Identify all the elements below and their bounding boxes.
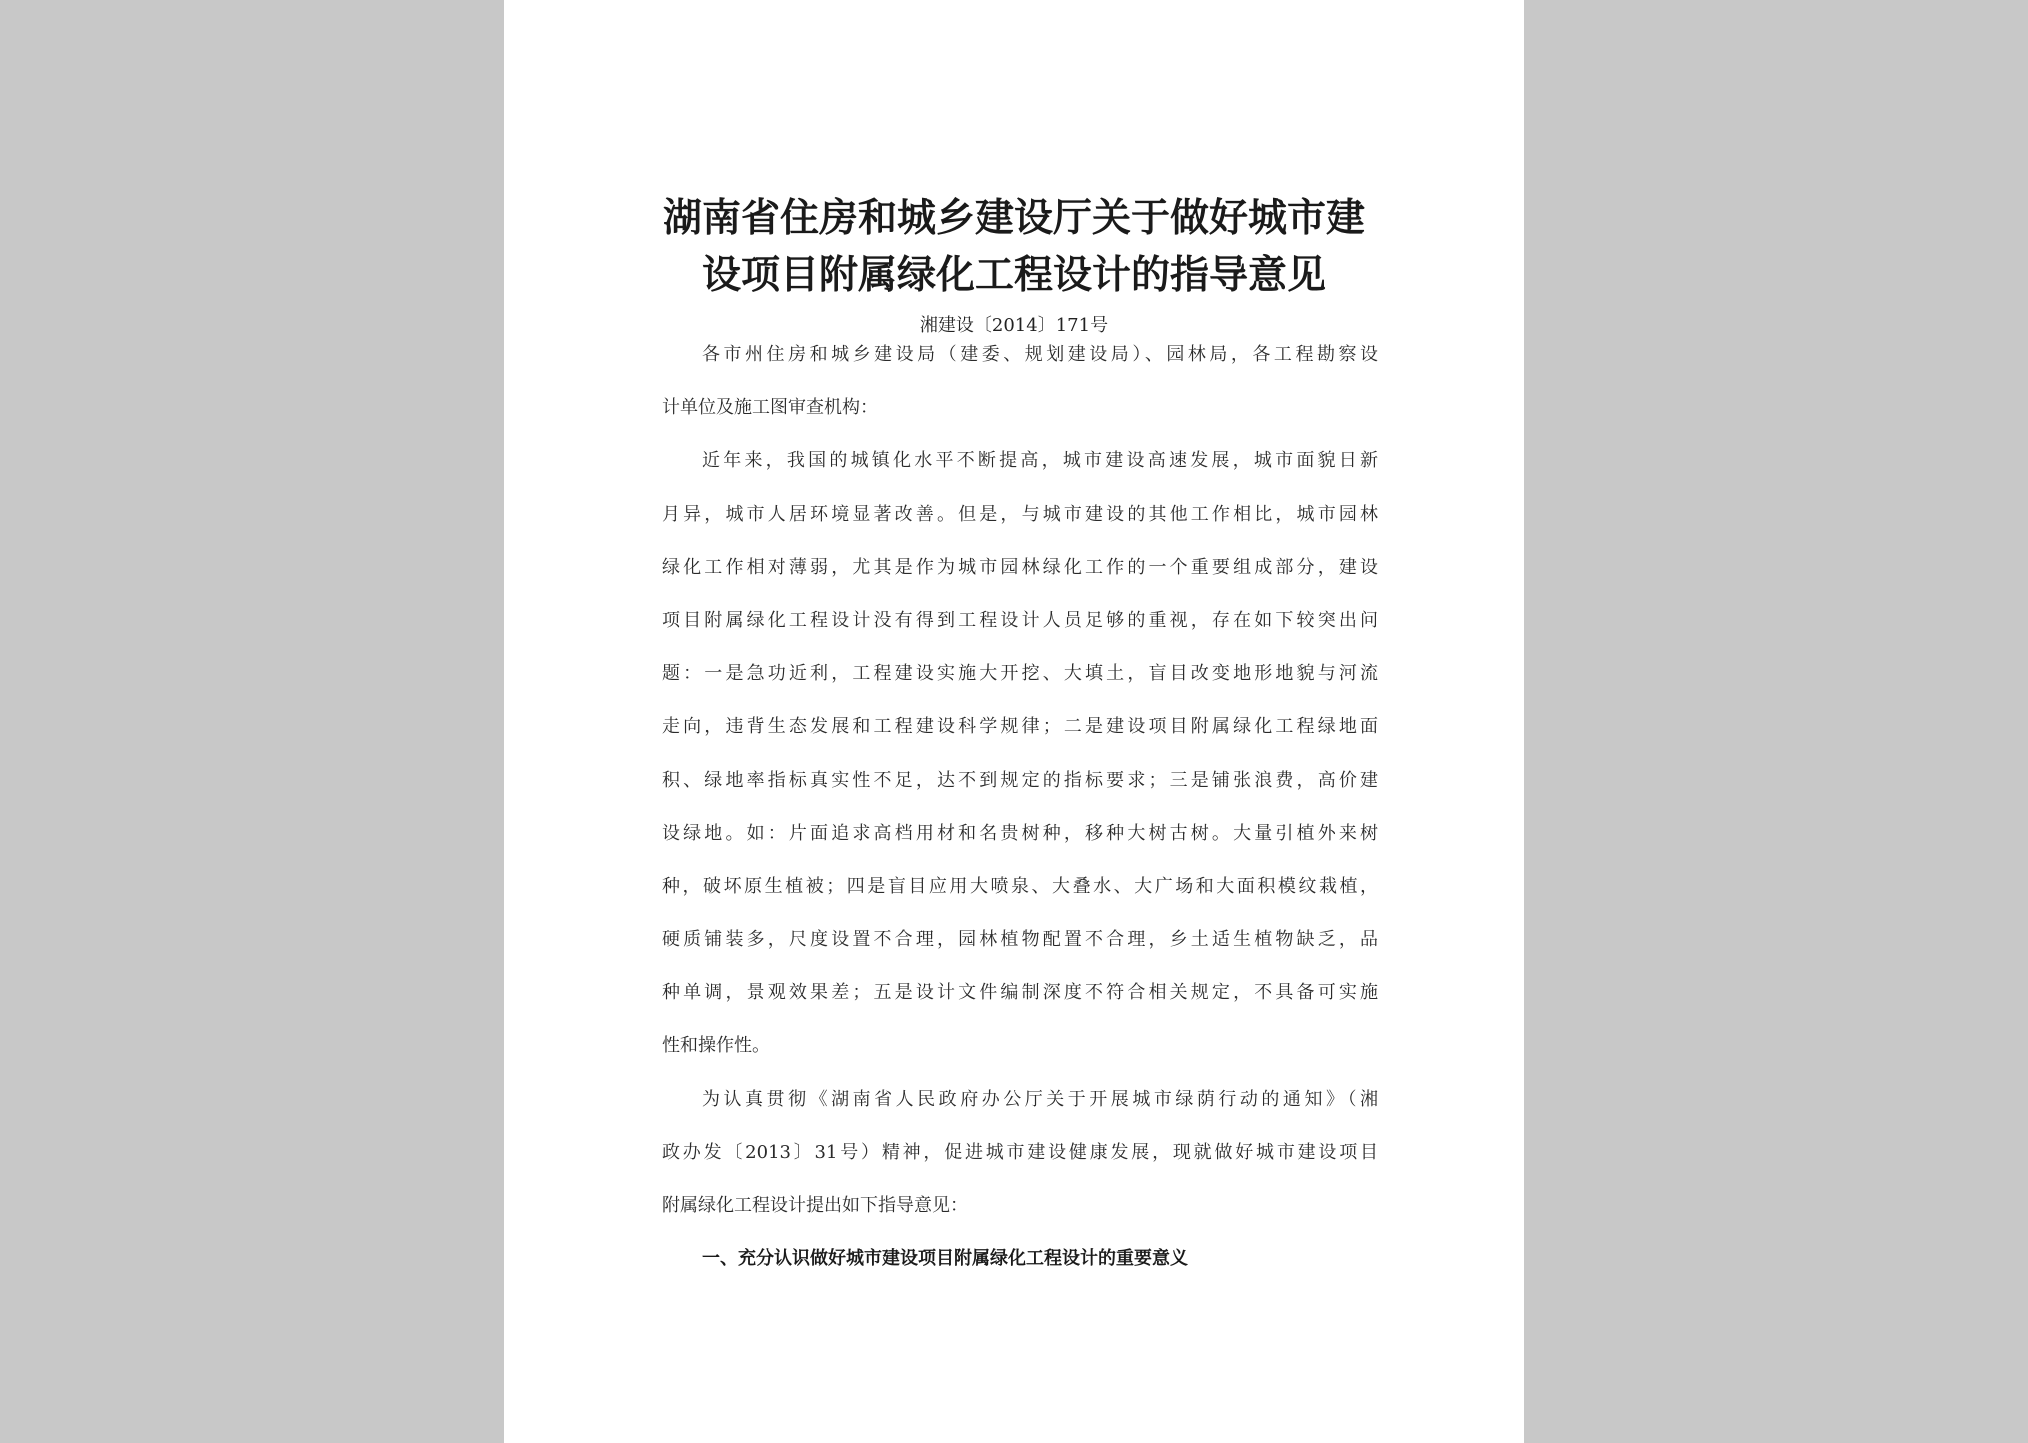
body-line: 各市州住房和城乡建设局（建委、规划建设局）、园林局，各工程勘察设 (702, 344, 1378, 365)
body-line: 项目附属绿化工程设计没有得到工程设计人员足够的重视，存在如下较突出问 (662, 609, 1378, 631)
body-line: 走向，违背生态发展和工程建设科学规律；二是建设项目附属绿化工程绿地面 (662, 716, 1378, 738)
document-title (504, 190, 1524, 304)
body-line: 种，破坏原生植被；四是盲目应用大喷泉、大叠水、大广场和大面积模纹栽植， (662, 875, 1378, 897)
title-line: 湖南省住房和城乡建设厅关于做好城市建 (662, 195, 1365, 241)
document-body (662, 338, 1378, 1295)
body-line: 性和操作性。 (662, 1035, 770, 1057)
body-line: 为认真贯彻《湖南省人民政府办公厅关于开展城市绿荫行动的通知》（湘 (702, 1088, 1378, 1110)
body-line: 种单调，景观效果差；五是设计文件编制深度不符合相关规定，不具备可实施 (662, 982, 1378, 1004)
body-line: 硬质铺装多，尺度设置不合理，园林植物配置不合理，乡土适生植物缺乏，品 (662, 929, 1378, 951)
body-line: 近年来，我国的城镇化水平不断提高，城市建设高速发展，城市面貌日新 (702, 450, 1378, 472)
body-line: 政办发〔2013〕31号）精神，促进城市建设健康发展，现就做好城市建设项目 (662, 1141, 1378, 1163)
section-heading: 一、充分认识做好城市建设项目附属绿化工程设计的重要意义 (702, 1248, 1188, 1270)
body-line: 绿化工作相对薄弱，尤其是作为城市园林绿化工作的一个重要组成部分，建设 (662, 556, 1378, 578)
body-line: 题：一是急功近利，工程建设实施大开挖、大填土，盲目改变地形地貌与河流 (662, 663, 1378, 685)
body-line: 附属绿化工程设计提出如下指导意见： (662, 1195, 968, 1216)
document-number: 湘建设〔2014〕171号 (919, 315, 1109, 336)
body-line: 设绿地。如：片面追求高档用材和名贵树种，移种大树古树。大量引植外来树 (662, 822, 1378, 844)
body-line: 积、绿地率指标真实性不足，达不到规定的指标要求；三是铺张浪费，高价建 (662, 769, 1378, 791)
title-line: 设项目附属绿化工程设计的指导意见 (701, 252, 1326, 298)
document-page (504, 0, 1524, 1443)
body-line: 计单位及施工图审查机构： (662, 397, 878, 419)
body-line: 月异，城市人居环境显著改善。但是，与城市建设的其他工作相比，城市园林 (662, 503, 1378, 525)
